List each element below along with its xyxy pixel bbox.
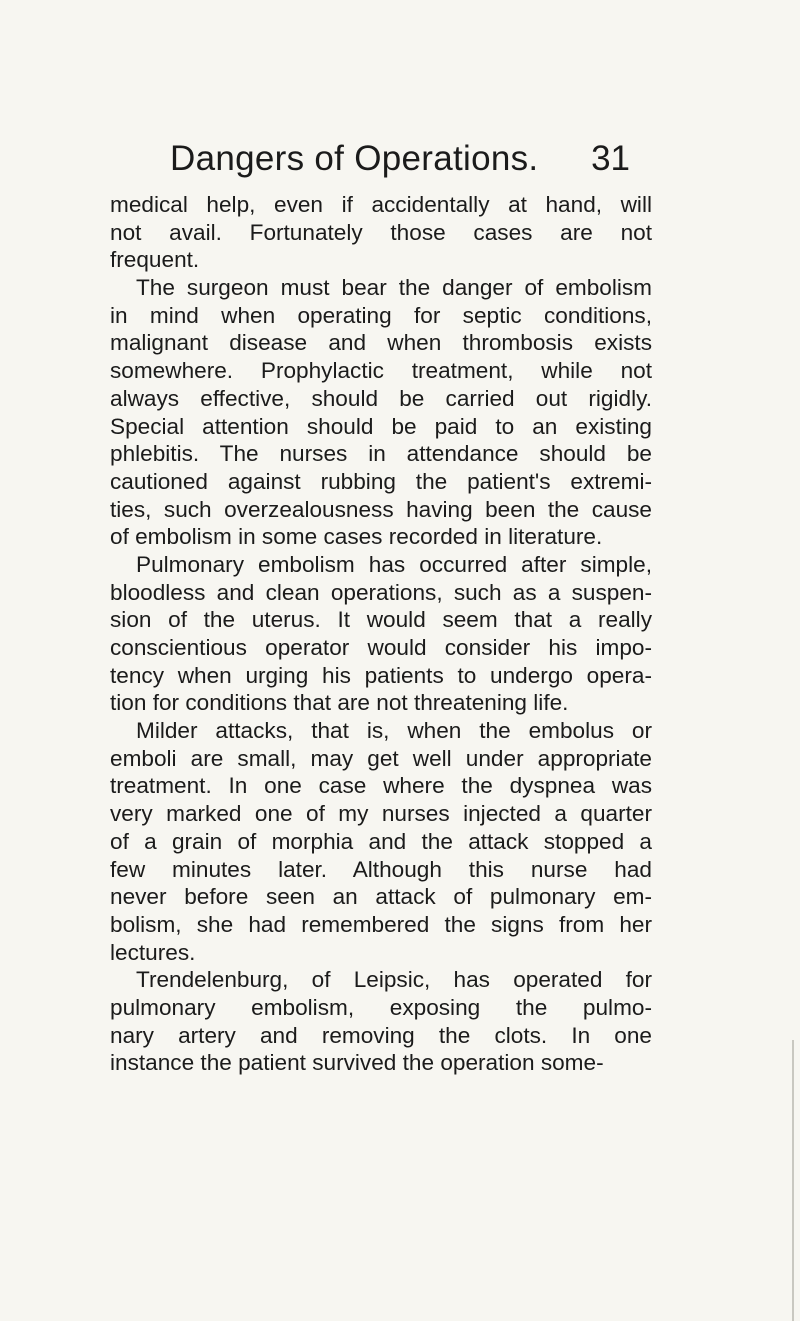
running-title: Dangers of Operations. (170, 139, 539, 178)
text-line: bloodless and clean operations, such as a suspen- (110, 579, 652, 605)
text-line: treatment. In one case where the dyspnea was (110, 773, 652, 799)
text-line: very marked one of my nurses injected a quarter (110, 801, 652, 827)
text-line: always effective, should be carried out rigidly. (110, 385, 652, 411)
text-line: frequent. (110, 247, 200, 273)
paragraph (110, 274, 652, 551)
text-line: phlebitis. The nurses in attendance should be (110, 441, 652, 467)
text-line: tency when urging his patients to undergo opera- (110, 662, 652, 688)
text-line: instance the patient survived the operation some- (110, 1050, 604, 1076)
text-line: emboli are small, may get well under appropriate (110, 745, 652, 771)
text-line: of a grain of morphia and the attack stopped a (110, 828, 652, 854)
text-line: nary artery and removing the clots. In one (110, 1022, 652, 1048)
text-line: Trendelenburg, of Leipsic, has operated for (136, 967, 652, 993)
text-line: Milder attacks, that is, when the embolus or (136, 718, 652, 744)
text-line: never before seen an attack of pulmonary em- (110, 884, 652, 910)
text-line: pulmonary embolism, exposing the pulmo- (110, 994, 652, 1020)
text-line: cautioned against rubbing the patient's extremi- (110, 468, 652, 494)
text-line: of embolism in some cases recorded in literature. (110, 524, 603, 550)
text-line: ties, such overzealousness having been the cause (110, 496, 652, 522)
running-head (0, 134, 800, 184)
text-line: conscientious operator would consider his impo- (110, 635, 652, 660)
text-line: malignant disease and when thrombosis exists (110, 330, 652, 356)
text-line: somewhere. Prophylactic treatment, while not (110, 358, 652, 384)
text-line: medical help, even if accidentally at hand, will (110, 192, 652, 217)
page-number: 31 (591, 139, 630, 178)
paragraph (110, 551, 652, 717)
paragraph (110, 191, 652, 274)
text-line: The surgeon must bear the danger of embolism (136, 275, 652, 301)
page-edge-shadow (792, 1040, 794, 1321)
text-line: not avail. Fortunately those cases are not (110, 219, 652, 245)
text-line: few minutes later. Although this nurse had (110, 856, 652, 882)
text-line: Pulmonary embolism has occurred after simple, (136, 551, 652, 577)
text-line: sion of the uterus. It would seem that a really (110, 607, 652, 633)
text-line: bolism, she had remembered the signs from her (110, 911, 652, 937)
paragraph (110, 966, 652, 1077)
text-line: Special attention should be paid to an existing (110, 413, 652, 439)
paragraph (110, 717, 652, 966)
body-text (110, 191, 652, 1077)
text-line: lectures. (110, 939, 196, 965)
text-line: in mind when operating for septic conditions, (110, 302, 652, 328)
text-line: tion for conditions that are not threatening life. (110, 690, 569, 716)
